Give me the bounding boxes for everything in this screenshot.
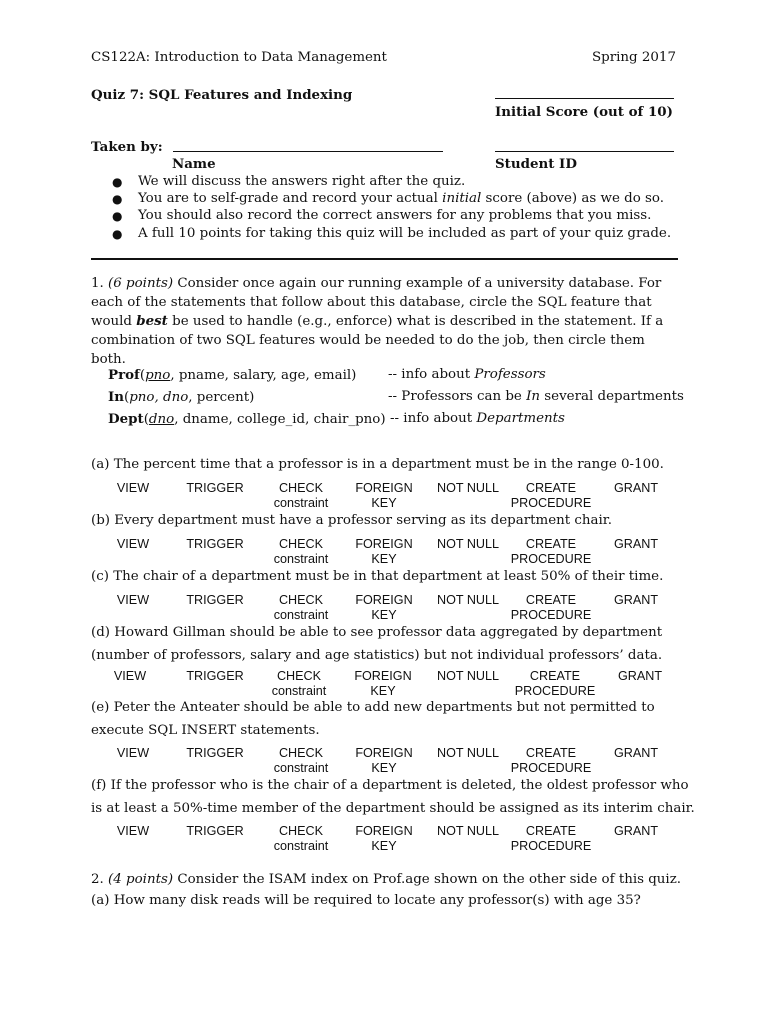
schema-prof-comment: -- info about Professors <box>388 367 546 382</box>
option-not-null[interactable]: NOT NULL <box>436 537 500 551</box>
bullet-icon: ● <box>112 227 123 241</box>
option-foreign-key[interactable]: FOREIGN KEY <box>355 537 413 566</box>
q2-intro: 2. (4 points) Consider the ISAM index on Prof.age shown on the other side of this quiz. <box>91 872 682 887</box>
option-grant[interactable]: GRANT <box>613 746 659 760</box>
schema-prof: Prof(pno, pname, salary, age, email) <box>108 367 357 383</box>
option-trigger[interactable]: TRIGGER <box>186 669 244 683</box>
instruction-2: You are to self-grade and record your actual initial score (above) as we do so. <box>138 191 664 206</box>
initial-score-blank[interactable] <box>495 98 674 99</box>
option-create-procedure[interactable]: CREATE PROCEDURE <box>514 669 596 698</box>
option-view[interactable]: VIEW <box>113 669 147 683</box>
schema-in-comment: -- Professors can be In several departments <box>388 389 684 404</box>
instruction-4: A full 10 points for taking this quiz will be included as part of your quiz grade. <box>138 226 672 241</box>
option-trigger[interactable]: TRIGGER <box>186 537 244 551</box>
option-foreign-key[interactable]: FOREIGN KEY <box>355 593 413 622</box>
option-check-constraint[interactable]: CHECK constraint <box>273 537 329 566</box>
option-view[interactable]: VIEW <box>116 481 150 495</box>
option-check-constraint[interactable]: CHECK constraint <box>273 481 329 510</box>
option-create-procedure[interactable]: CREATE PROCEDURE <box>510 593 592 622</box>
option-trigger[interactable]: TRIGGER <box>186 481 244 495</box>
student-id-blank[interactable] <box>495 151 674 152</box>
name-blank[interactable] <box>173 151 443 152</box>
schema-in: In(pno, dno, percent) <box>108 389 255 405</box>
option-view[interactable]: VIEW <box>116 824 150 838</box>
option-not-null[interactable]: NOT NULL <box>436 669 500 683</box>
student-id-label: Student ID <box>495 156 577 172</box>
option-not-null[interactable]: NOT NULL <box>436 593 500 607</box>
option-view[interactable]: VIEW <box>116 746 150 760</box>
part-f-question-line1: (f) If the professor who is the chair of a department is deleted, the oldest professor who <box>91 778 689 793</box>
name-label: Name <box>172 156 216 172</box>
option-grant[interactable]: GRANT <box>613 824 659 838</box>
option-trigger[interactable]: TRIGGER <box>186 593 244 607</box>
part-e-question-line2: execute SQL INSERT statements. <box>91 723 320 738</box>
part-c-question: (c) The chair of a department must be in that department at least 50% of their time. <box>91 569 664 584</box>
option-create-procedure[interactable]: CREATE PROCEDURE <box>510 746 592 775</box>
q2-part-a: (a) How many disk reads will be required to locate any professor(s) with age 35? <box>91 893 641 908</box>
option-grant[interactable]: GRANT <box>613 593 659 607</box>
option-trigger[interactable]: TRIGGER <box>186 824 244 838</box>
term: Spring 2017 <box>592 50 676 65</box>
quiz-title: Quiz 7: SQL Features and Indexing <box>91 87 353 103</box>
bullet-icon: ● <box>112 209 123 223</box>
option-check-constraint[interactable]: CHECK constraint <box>273 746 329 775</box>
part-b-question: (b) Every department must have a professor serving as its department chair. <box>91 513 612 528</box>
option-trigger[interactable]: TRIGGER <box>186 746 244 760</box>
option-foreign-key[interactable]: FOREIGN KEY <box>355 824 413 853</box>
q1-intro: 1. (6 points) Consider once again our running example of a university database. For each of the statements that follow about this database, circle the SQL feature that would best be used to handle (e.g., enforce) what is described in the statement. If a combination of two SQL features would be needed to do the job, then circle them both. <box>91 276 664 367</box>
option-grant[interactable]: GRANT <box>613 481 659 495</box>
option-grant[interactable]: GRANT <box>617 669 663 683</box>
instruction-3: You should also record the correct answers for any problems that you miss. <box>138 208 652 223</box>
bullet-icon: ● <box>112 175 123 189</box>
option-grant[interactable]: GRANT <box>613 537 659 551</box>
option-create-procedure[interactable]: CREATE PROCEDURE <box>510 537 592 566</box>
option-view[interactable]: VIEW <box>116 537 150 551</box>
schema-dept: Dept(dno, dname, college_id, chair_pno) <box>108 411 386 427</box>
option-not-null[interactable]: NOT NULL <box>436 824 500 838</box>
option-check-constraint[interactable]: CHECK constraint <box>271 669 327 698</box>
schema-dept-comment: -- info about Departments <box>390 411 565 426</box>
course-title: CS122A: Introduction to Data Management <box>91 50 387 65</box>
option-foreign-key[interactable]: FOREIGN KEY <box>354 669 412 698</box>
option-foreign-key[interactable]: FOREIGN KEY <box>355 481 413 510</box>
divider <box>91 258 678 260</box>
option-view[interactable]: VIEW <box>116 593 150 607</box>
taken-by-label: Taken by: <box>91 139 163 155</box>
initial-score-label: Initial Score (out of 10) <box>495 104 673 120</box>
option-not-null[interactable]: NOT NULL <box>436 481 500 495</box>
option-create-procedure[interactable]: CREATE PROCEDURE <box>510 824 592 853</box>
option-check-constraint[interactable]: CHECK constraint <box>273 593 329 622</box>
part-a-question: (a) The percent time that a professor is in a department must be in the range 0-100. <box>91 457 664 472</box>
option-foreign-key[interactable]: FOREIGN KEY <box>355 746 413 775</box>
option-not-null[interactable]: NOT NULL <box>436 746 500 760</box>
part-d-question-line1: (d) Howard Gillman should be able to see professor data aggregated by department <box>91 625 663 640</box>
instruction-1: We will discuss the answers right after the quiz. <box>138 174 466 189</box>
bullet-icon: ● <box>112 192 123 206</box>
option-check-constraint[interactable]: CHECK constraint <box>273 824 329 853</box>
part-f-question-line2: is at least a 50%-time member of the department should be assigned as its interim chair. <box>91 801 695 816</box>
part-e-question-line1: (e) Peter the Anteater should be able to add new departments but not permitted to <box>91 700 655 715</box>
part-d-question-line2: (number of professors, salary and age statistics) but not individual professors’ data. <box>91 648 663 663</box>
option-create-procedure[interactable]: CREATE PROCEDURE <box>510 481 592 510</box>
